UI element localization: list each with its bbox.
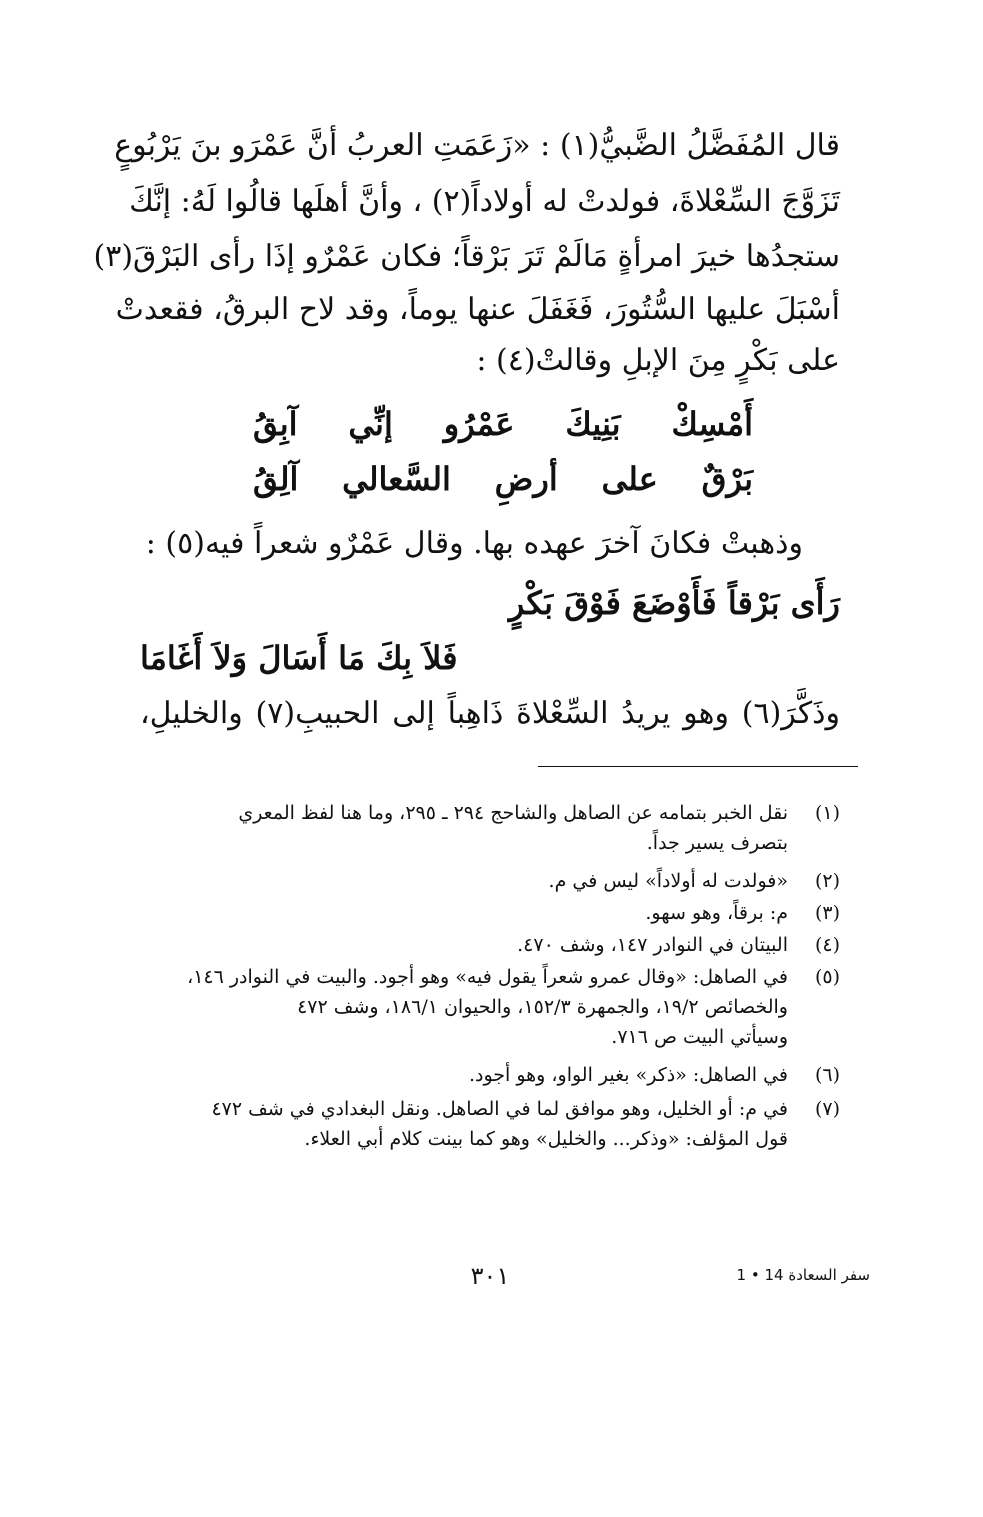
footnote-4 xyxy=(140,930,840,960)
footnote-text: م: برقاً، وهو سهو. xyxy=(645,902,788,924)
verse-1-line-1: أَمْسِكْ بَنِيكَ عَمْرُو إنِّي آبِقُ xyxy=(253,405,753,443)
page-number: ٣٠١ xyxy=(470,1262,510,1290)
footnote-text: البيتان في النوادر ١٤٧، وشف ٤٧٠. xyxy=(517,934,788,956)
footnote-number: (١) xyxy=(814,802,840,824)
footnote-number: (٦) xyxy=(814,1064,840,1086)
footnote-number: (٢) xyxy=(814,870,840,892)
verse-2-line-1: رَأَى بَرْقاً فَأَوْضَعَ فَوْقَ بَكْرٍ xyxy=(508,584,840,622)
body-line-1: قال المُفَضَّلُ الضَّبيُّ(١) : «زَعَمَتِ العربُ أنَّ عَمْرَو بنَ يَرْبُوعٍ xyxy=(114,128,840,163)
footnote-text: في الصاهل: «وقال عمرو شعراً يقول فيه» وهو أجود. والبيت في النوادر ١٤٦، xyxy=(187,966,788,988)
footnote-number: (٧) xyxy=(814,1098,840,1120)
body-line-last: وذَكَّرَ(٦) وهو يريدُ السِّعْلاةَ ذَاهِباً إلى الحبيبِ(٧) والخليلِ، xyxy=(140,696,840,731)
footnote-7 xyxy=(140,1094,840,1154)
body-line-mid: وذهبتْ فكانَ آخرَ عهده بها. وقال عَمْرٌو شعراً فيه(٥) : xyxy=(145,526,803,561)
running-footer: سفر السعادة 14 • 1 xyxy=(736,1266,870,1284)
body-line-3: ستجدُها خيرَ امرأةٍ مَالَمْ تَرَ بَرْقاً؛ فكان عَمْرٌو إذَا رأى البَرْقَ(٣) xyxy=(93,239,840,274)
footnote-6 xyxy=(140,1060,840,1090)
footnote-text: «فولدت له أولاداً» ليس في م. xyxy=(548,870,788,892)
footnote-text: وسيأتي البيت ص ٧١٦. xyxy=(611,1026,788,1048)
footnote-text: والخصائص ١٩/٢، والجمهرة ١٥٢/٣، والحيوان ١٨٦/١، وشف ٤٧٢ xyxy=(297,996,788,1018)
footnote-text: في الصاهل: «ذكر» بغير الواو، وهو أجود. xyxy=(468,1064,788,1086)
footnote-5 xyxy=(140,962,840,1052)
body-line-4: أسْبَلَ عليها السُّتُورَ، فَغَفَلَ عنها يوماً، وقد لاح البرقُ، فقعدتْ xyxy=(115,292,840,327)
footnote-text: في م: أو الخليل، وهو موافق لما في الصاهل. ونقل البغدادي في شف ٤٧٢ xyxy=(211,1098,788,1120)
body-line-2: تَزَوَّجَ السِّعْلاةَ، فولدتْ له أولاداً(٢) ، وأنَّ أهلَها قالُوا لَهُ: إنَّكَ xyxy=(129,184,840,219)
footnote-number: (٣) xyxy=(814,902,840,924)
footnote-text: قول المؤلف: «وذكر... والخليل» وهو كما بينت كلام أبي العلاء. xyxy=(304,1128,788,1150)
footnote-number: (٥) xyxy=(814,966,840,988)
footnote-2 xyxy=(140,866,840,896)
footnote-3 xyxy=(140,898,840,928)
footnote-number: (٤) xyxy=(814,934,840,956)
footnote-text: بتصرف يسير جداً. xyxy=(646,832,788,854)
body-line-5: على بَكْرٍ مِنَ الإبلِ وقالتْ(٤) : xyxy=(476,343,840,378)
footnote-text: نقل الخبر بتمامه عن الصاهل والشاحج ٢٩٤ ـ ٢٩٥، وما هنا لفظ المعري xyxy=(238,802,788,824)
verse-2-line-2: فَلاَ بِكَ مَا أَسَالَ وَلاَ أَغَامَا xyxy=(140,639,458,677)
verse-1-line-2: بَرْقٌ على أرضِ السَّعالي آلِقُ xyxy=(253,460,753,498)
footnote-divider xyxy=(538,766,858,767)
footnote-1 xyxy=(140,798,840,858)
